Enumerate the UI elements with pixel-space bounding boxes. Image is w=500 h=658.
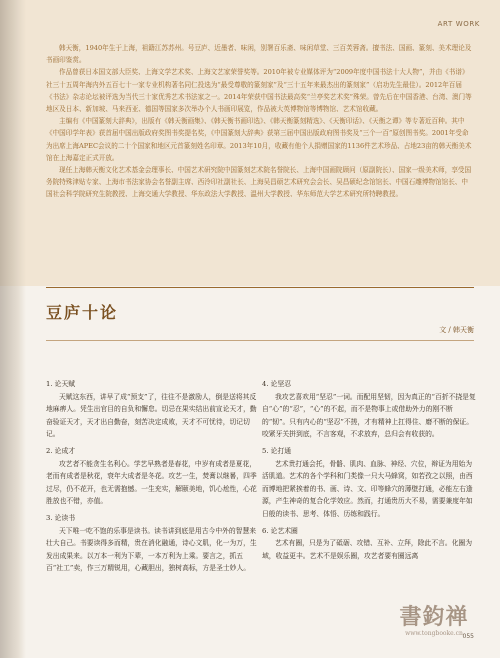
- essay-text: 天下唯一吃不饱的乐事是读书。读书讲到底是用古今中外的智慧来壮大自己。书要读得多而精，贵在消化融通，诗心文肌，化一为万，生发出成果来。以万本一利为下辈，一本万利为上乘。要言之，抓五百“社工”卖，作三万精锐用，心藏胆出，独树高标，方是圣士妙人。: [46, 526, 257, 573]
- essay-text: 艺术贵打通会托，骨骼、肌肉、血脉、神经、穴位，辩证为用始为活肌道。艺术的各个学科和门类像一只大马蜂窝，如若孜之以照，由西而博地把紧挨着的书、画、诗、文、印等蜂穴的薄壁打通，必能左右逢源，产生神奇的复合化学效应。然而，打通贵历大不易，需要兼度年如日般的读书、思考、体悟、历练和践行。: [262, 459, 473, 518]
- article-left-column: [46, 378, 260, 579]
- watermark-logo-text: 書鈞禅: [399, 604, 469, 630]
- essay-heading: 2. 论成才: [46, 446, 76, 455]
- essay-text: 攻艺者不能贪生名利心。学艺早熟者是春花，中岁有成者是夏花，老而有成者是秋花，衰年大成者是冬花。攻艺一生，焚膏以继晷，四季过尽，仍不花开，也无需抱憾。一生充实，解颐美地，饥心尬性，心花胜放也不错，亦值。: [46, 459, 257, 506]
- essay-text: 我攻艺喜欢用“坚忍”一词。而配用坚韧，因为真正的“百折不挠是复自“心”的“忍”，“心”的不起，而不是物事上或借助外力的刚不断的“韧”。只有内心的“坚忍”不搓，才有精神上扛得住、磨不断的保证。咬紧牙关拼到底，不言客观，不求放弃，总归会有收获的。: [262, 392, 476, 439]
- page-fold-shadow: [0, 0, 26, 658]
- section-tag: ART WORK: [437, 20, 480, 28]
- essay-heading: 6. 论艺术圈: [262, 526, 298, 535]
- page-number: 055: [462, 633, 474, 640]
- title-divider: [46, 340, 474, 341]
- bio-divider: [46, 287, 474, 288]
- essay-heading: 3. 论读书: [46, 513, 76, 522]
- article-byline: 文 / 韩天衡: [439, 326, 474, 334]
- watermark-url: www.tongbooke.cn: [405, 630, 463, 637]
- article-title: 豆庐十论: [46, 303, 119, 322]
- bio-paragraph: 作品曾获日本国文部大臣奖、上海文学艺术奖、上海文艺家荣誉奖等。2010年被专业媒体评为“2009年度中国书法十大人物”，并由《书谱》社三十五周年海内外五百七十一家专业机构著名同仁投选为“最受尊敬的篆刻家”及“三十五年来最杰出的篆刻家”（启功先生最佳）。2012年百届《书法》杂志论坛被评选为当代三十家优秀艺术书法家之一。2014年荣获中国书法最高奖“兰亭奖艺术奖”殊荣。曾先后在中国香港、台湾、澳门等地区及日本、新加坡、马来西亚、德国等国家多次举办个人书画印展览，作品被大英博物馆等博物馆、艺术馆收藏。: [46, 68, 472, 114]
- essay-text: 艺术有圈，只是为了砥砺、攻错、互补、立拜，除此不言。化圈为域，收益更丰。艺术不是娱乐圈，攻艺者要有圈远离: [262, 539, 473, 560]
- bio-paragraph: 主编有《中国篆刻大辞典》，出版有《韩天衡画集》、《韩天衡书画印选》、《韩天衡篆刻精选》、《天衡印话》、《天衡之谭》等专著近百种。其中《中国印学年表》获首届中国出版政府奖图书奖提名奖，《中国篆刻大辞典》获第三届中国出版政府图书奖及“三个一百”原创图书奖。2001年受命为出席上海APEC会议的二十个国家和地区元首篆刻姓名印章。2013年10月，收藏有他个人捐赠国家的1136件艺术珍品、占地23亩的韩天衡美术馆在上海嘉定正式开放。: [46, 117, 472, 162]
- essay-heading: 1. 论天赋: [46, 380, 76, 388]
- site-watermark: [388, 604, 480, 650]
- article-right-column: [262, 378, 476, 566]
- essay-text: 天赋这东西，讲早了成“预支”了，往往不是激励人，倒是送将其反地麻痹人。凭生出官目的自负和懈怠。切忌在果实结出前宣论天才，勤奋验证天才，天才出自勤奋，刻苦决定成败，天才不可忧待，切记切记。: [46, 392, 257, 439]
- artist-bio: [46, 42, 474, 201]
- essay-heading: 4. 论坚忍: [262, 380, 292, 388]
- bio-paragraph: 现任上海韩天衡文化艺术基金会理事长、中国艺术研究院中国篆刻艺术院名誉院长、上海中国画院顾问（原副院长）、国家一级美术师，享受国务院特殊津贴专家、上海市书法家协会名誉副主席、西泠印社副社长、上海吴昌硕艺术研究会会长、吴昌硕纪念馆馆长、中国石雕博物馆馆长、中国社会科学院研究生院教授、上海交通大学教授、华东政法大学教授、温州大学教授、华东师范大学艺术研究所特聘教授。: [46, 166, 472, 199]
- bio-paragraph: 韩天衡，1940年生于上海，祖籍江苏苏州。号豆庐、近墨者、味闲，别署百乐斋、味闲草堂、三百芙蓉斋。擅书法、国画、篆刻、美术理论及书画印鉴赏。: [46, 44, 472, 65]
- essay-heading: 5. 论打通: [262, 446, 292, 455]
